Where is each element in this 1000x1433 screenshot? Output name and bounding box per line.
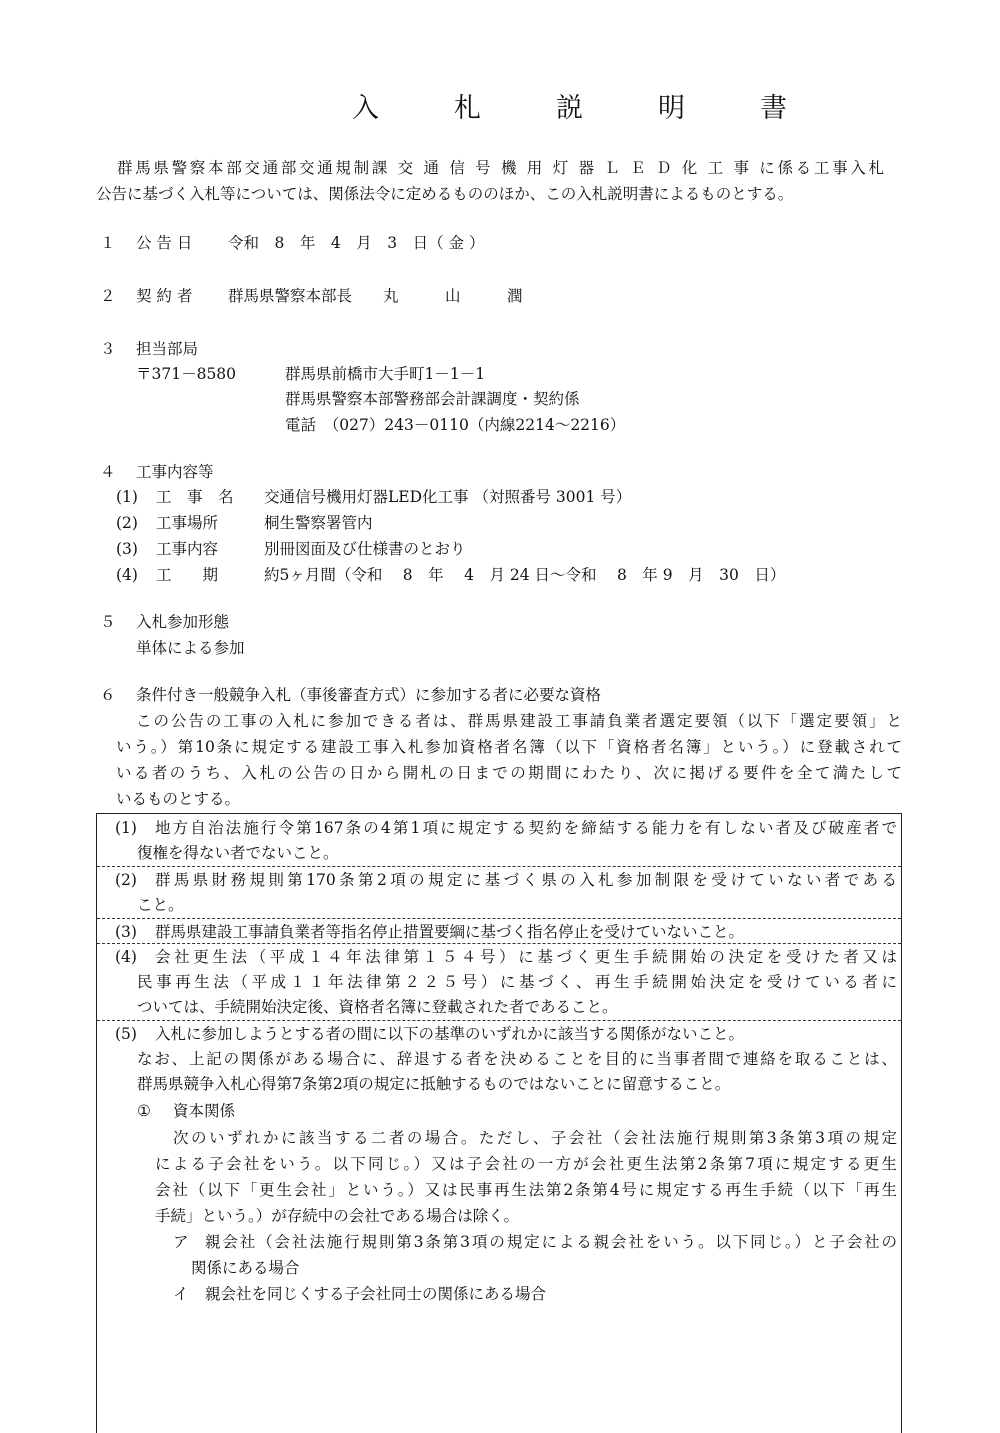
work-location: 桐生警察署管内 bbox=[264, 514, 373, 532]
section-2-label: 契 約 者 bbox=[136, 287, 193, 305]
section-1-label: 公 告 日 bbox=[136, 234, 193, 252]
office-department: 群馬県警察本部警務部会計課調度・契約係 bbox=[285, 390, 580, 408]
section-6-paragraph-line: いるものとする。 bbox=[116, 790, 241, 808]
section-1-number: １ bbox=[100, 234, 116, 252]
capital-relation-line: による子会社をいう。以下同じ。）又は子会社の一方が会社更生法第2条第7項に規定する更生 bbox=[155, 1155, 897, 1173]
office-phone: 電話 （027）243－0110（内線2214～2216） bbox=[285, 416, 626, 434]
section-4-number: ４ bbox=[100, 463, 116, 481]
condition-divider bbox=[97, 1020, 901, 1021]
section-5-number: ５ bbox=[100, 613, 116, 631]
section-4-label: 工事内容等 bbox=[136, 463, 214, 481]
subitem-a-line-1: 親会社（会社法施行規則第3条第3項の規定による親会社をいう。以下同じ。）と子会社の bbox=[205, 1233, 897, 1251]
condition-number: (2) bbox=[115, 871, 137, 889]
section-6-paragraph-line: いう。）第10条に規定する建設工事入札参加資格者名簿（以下「資格者名簿」という。）に登載されて bbox=[116, 738, 902, 756]
work-item-number: (4) bbox=[116, 566, 138, 584]
work-period: 約5ヶ月間（令和 8 年 4 月 24 日～令和 8 年 9 月 30 日） bbox=[264, 566, 786, 584]
section-6-paragraph-line: いる者のうち、入札の公告の日から開札の日までの期間にわたり、次に掲げる要件を全て満たして bbox=[116, 764, 902, 782]
condition-number: (4) bbox=[115, 948, 137, 966]
condition-1-line-1: 地方自治法施行令第167条の4第1項に規定する契約を締結する能力を有しない者及び破産者で bbox=[155, 819, 897, 837]
condition-divider bbox=[97, 918, 901, 919]
postal-code: 〒371－8580 bbox=[136, 365, 237, 383]
work-name: 交通信号機用灯器LED化工事 （対照番号 3001 号） bbox=[264, 488, 632, 506]
condition-3-line-1: 群馬県建設工事請負業者等指名停止措置要綱に基づく指名停止を受けていないこと。 bbox=[155, 923, 745, 941]
subitem-kana-number: イ bbox=[173, 1285, 189, 1303]
work-item-number: (1) bbox=[116, 488, 138, 506]
section-6-number: ６ bbox=[100, 686, 116, 704]
intro-line-1: 群馬県警察本部交通部交通規制課 交 通 信 号 機 用 灯 器 Ｌ Ｅ Ｄ 化 工 事 に係る工事入札 bbox=[117, 159, 884, 177]
subitem-kana-number: ア bbox=[173, 1233, 189, 1251]
condition-number: (1) bbox=[115, 819, 137, 837]
subitem-label: 資本関係 bbox=[173, 1102, 236, 1120]
condition-2-line-1: 群馬県財務規則第170条第2項の規定に基づく県の入札参加制限を受けていない者である bbox=[155, 871, 897, 889]
condition-number: (5) bbox=[115, 1025, 137, 1043]
announcement-date: 令和 8 年 4 月 3 日（ 金 ） bbox=[228, 234, 485, 252]
condition-5-line-1: 入札に参加しようとする者の間に以下の基準のいずれかに該当する関係がないこと。 bbox=[155, 1025, 745, 1043]
condition-4-line-2: 民事再生法（平成１１年法律第２２５号）に基づく、再生手続開始決定を受けている者に bbox=[137, 973, 897, 991]
office-address: 群馬県前橋市大手町1－1－1 bbox=[285, 365, 486, 383]
condition-5-line-2: なお、上記の関係がある場合に、辞退する者を決めることを目的に当事者間で連絡を取ることは、 bbox=[137, 1050, 897, 1068]
work-item-label: 工事場所 bbox=[156, 514, 219, 532]
subitem-i-line-1: 親会社を同じくする子会社同士の関係にある場合 bbox=[205, 1285, 547, 1303]
work-item-label: 工 事 名 bbox=[156, 488, 234, 506]
contractor: 群馬県警察本部長 丸 山 潤 bbox=[228, 287, 523, 305]
condition-1-line-2: 復権を得ない者でないこと。 bbox=[137, 844, 339, 862]
work-content: 別冊図面及び仕様書のとおり bbox=[264, 540, 466, 558]
condition-5-line-3: 群馬県競争入札心得第7条第2項の規定に抵触するものではないことに留意すること。 bbox=[137, 1075, 731, 1093]
section-5-label: 入札参加形態 bbox=[136, 613, 230, 631]
capital-relation-line: 会社（以下「更生会社」という。）又は民事再生法第2条第4号に規定する再生手続（以下「再生 bbox=[155, 1181, 897, 1199]
work-item-number: (2) bbox=[116, 514, 138, 532]
section-3-label: 担当部局 bbox=[136, 340, 199, 358]
intro-line-2: 公告に基づく入札等については、関係法令に定めるもののほか、この入札説明書によるものとする。 bbox=[96, 185, 794, 203]
section-6-paragraph-line: この公告の工事の入札に参加できる者は、群馬県建設工事請負業者選定要領（以下「選定要領」と bbox=[136, 712, 902, 730]
section-3-number: ３ bbox=[100, 340, 116, 358]
capital-relation-line: 次のいずれかに該当する二者の場合。ただし、子会社（会社法施行規則第3条第3項の規定 bbox=[173, 1129, 897, 1147]
requirements-box bbox=[96, 813, 902, 1433]
work-item-label: 工 期 bbox=[156, 566, 219, 584]
condition-2-line-2: こと。 bbox=[137, 896, 184, 914]
document-title: 入 札 説 明 書 bbox=[352, 93, 811, 124]
condition-divider bbox=[97, 943, 901, 944]
capital-relation-line: 手続」という。）が存続中の会社である場合は除く。 bbox=[155, 1207, 519, 1225]
condition-4-line-3: ついては、手続開始決定後、資格者名簿に登載された者であること。 bbox=[137, 998, 618, 1016]
condition-4-line-1: 会社更生法（平成１４年法律第１５４号）に基づく更生手続開始の決定を受けた者又は bbox=[155, 948, 897, 966]
section-2-number: ２ bbox=[100, 287, 116, 305]
subitem-number: ① bbox=[137, 1102, 151, 1120]
section-6-label: 条件付き一般競争入札（事後審査方式）に参加する者に必要な資格 bbox=[136, 686, 602, 704]
work-item-label: 工事内容 bbox=[156, 540, 219, 558]
participation-form: 単体による参加 bbox=[136, 639, 245, 657]
condition-number: (3) bbox=[115, 923, 137, 941]
work-item-number: (3) bbox=[116, 540, 138, 558]
subitem-a-line-2: 関係にある場合 bbox=[191, 1259, 300, 1277]
condition-divider bbox=[97, 866, 901, 867]
